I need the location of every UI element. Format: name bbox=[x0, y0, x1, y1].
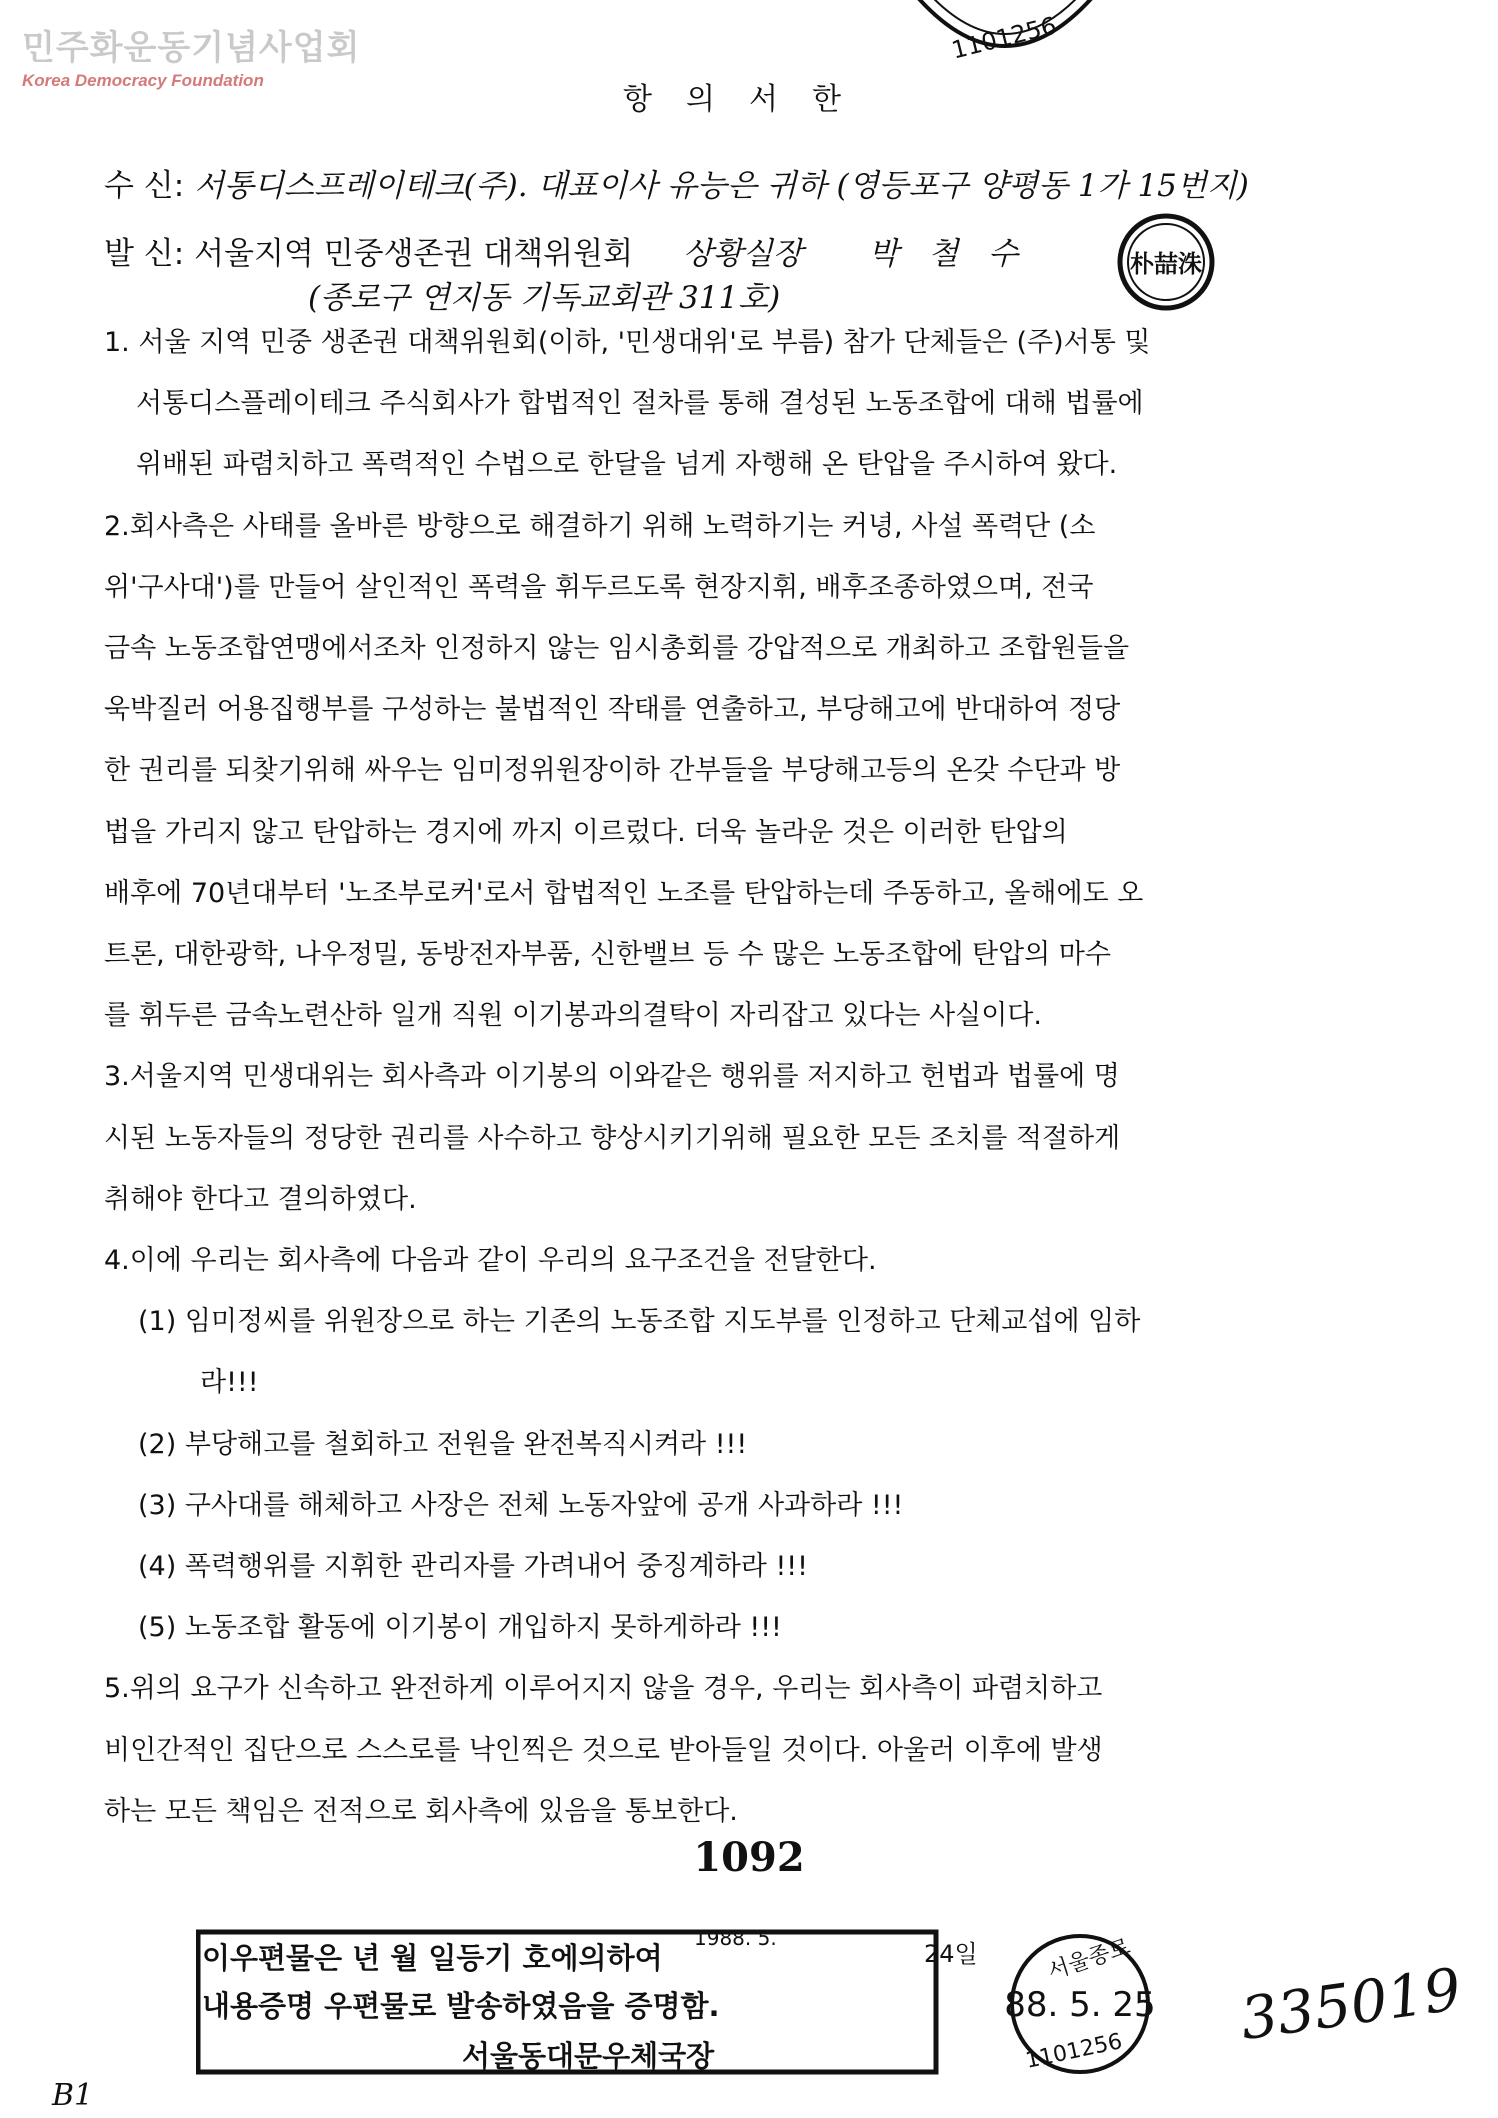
body-line: 위'구사대')를 만들어 살인적인 폭력을 휘두르도록 현장지휘, 배후조종하였으며, 전국 bbox=[104, 571, 1094, 603]
body-line: 한 권리를 되찾기위해 싸우는 임미정위원장이하 간부들을 부당해고등의 온갖 수단과 방 bbox=[104, 755, 1121, 787]
certification-day: 24일 bbox=[924, 1940, 978, 1968]
demand-item: (4) 폭력행위를 지휘한 관리자를 가려내어 중징계하라 !!! bbox=[138, 1551, 808, 1583]
recipient-value: 서통디스프레이테크(주). 대표이사 유능은 귀하 (영등포구 양평동 1가 15번지) bbox=[194, 168, 1249, 204]
body-line: 시된 노동자들의 정당한 권리를 사수하고 향상시키기위해 필요한 모든 조치를 적절하게 bbox=[104, 1122, 1121, 1154]
margin-note: B1 bbox=[52, 2078, 94, 2113]
personal-seal bbox=[1116, 212, 1216, 312]
stamp-top-number: 1101256 bbox=[948, 11, 1060, 65]
recipient-label: 수 신: bbox=[104, 168, 185, 204]
body-line: 4.이에 우리는 회사측에 다음과 같이 우리의 요구조건을 전달한다. bbox=[104, 1245, 877, 1277]
closing-line: 하는 모든 책임은 전적으로 회사측에 있음을 통보한다. bbox=[104, 1795, 738, 1827]
body-line: 트론, 대한광학, 나우정밀, 동방전자부품, 신한밸브 등 수 많은 노동조합에 탄압의 마수 bbox=[104, 939, 1111, 971]
body-line: 욱박질러 어용집행부를 구성하는 불법적인 작태를 연출하고, 부당해고에 반대하여 정당 bbox=[104, 694, 1121, 726]
body-line: 취해야 한다고 결의하였다. bbox=[104, 1183, 417, 1215]
demand-item: (3) 구사대를 해체하고 사장은 전체 노동자앞에 공개 사과하라 !!! bbox=[138, 1489, 904, 1521]
seal-text: 朴喆洙 bbox=[1130, 249, 1202, 278]
certification-line-2: 내용증명 우편물로 발송하였음을 증명함. bbox=[202, 1989, 720, 2023]
certification-date: 1988. 5. bbox=[694, 1926, 777, 1950]
demand-item: (5) 노동조합 활동에 이기봉이 개입하지 못하게하라 !!! bbox=[138, 1612, 782, 1644]
sender-label: 발 신: bbox=[104, 236, 185, 272]
body-line: 금속 노동조합연맹에서조차 인정하지 않는 임시총회를 강압적으로 개최하고 조합원들을 bbox=[104, 633, 1130, 665]
sender-org: 서울지역 민중생존권 대책위원회 bbox=[194, 236, 634, 272]
closing-line: 5.위의 요구가 신속하고 완전하게 이루어지지 않을 경우, 우리는 회사측이 파렴치하고 bbox=[104, 1673, 1103, 1705]
document-number: 335019 bbox=[1236, 1954, 1466, 2054]
body-line: 를 휘두른 금속노련산하 일개 직원 이기봉과의결탁이 자리잡고 있다는 사실이다. bbox=[104, 1000, 1042, 1032]
body-line: 위배된 파렴치하고 폭력적인 수법으로 한달을 넘게 자행해 온 탄압을 주시하여 왔다. bbox=[136, 449, 1118, 481]
body-line: 2.회사측은 사태를 올바른 방향으로 해결하기 위해 노력하기는 커녕, 사설 폭력단 (소 bbox=[104, 510, 1096, 542]
page-number: 1092 bbox=[693, 1834, 805, 1881]
demand-item-continued: 라!!! bbox=[200, 1367, 259, 1399]
postmark-stamp bbox=[990, 1930, 1170, 2080]
watermark-english: Korea Democracy Foundation bbox=[22, 71, 264, 90]
postmark-date: 88. 5. 25 bbox=[1004, 1985, 1156, 2025]
body-line: 3.서울지역 민생대위는 회사측과 이기봉의 이와같은 행위를 저지하고 헌법과 법률에 명 bbox=[104, 1061, 1120, 1093]
sender-position: 상황실장 bbox=[682, 236, 803, 272]
body-line: 법을 가리지 않고 탄압하는 경지에 까지 이르렀다. 더욱 놀라운 것은 이러한 탄압의 bbox=[104, 816, 1068, 848]
sender-name: 박 철 수 bbox=[868, 236, 1029, 272]
registration-stamp-top bbox=[900, 0, 1110, 76]
closing-line: 비인간적인 집단으로 스스로를 낙인찍은 것으로 받아들일 것이다. 아울러 이후에 발생 bbox=[104, 1734, 1103, 1766]
sender-line bbox=[104, 228, 1028, 273]
demand-item: (2) 부당해고를 철회하고 전원을 완전복직시켜라 !!! bbox=[138, 1428, 748, 1460]
letter-body bbox=[104, 312, 1374, 1842]
sender-address: (종로구 연지동 기독교회관 311호) bbox=[308, 280, 781, 316]
body-line: 1. 서울 지역 민중 생존권 대책위원회(이하, '민생대위'로 부름) 참가 단체들은 (주)서통 및 bbox=[104, 327, 1151, 358]
body-line: 서통디스플레이테크 주식회사가 합법적인 절차를 통해 결성된 노동조합에 대해 법률에 bbox=[136, 388, 1144, 420]
certification-line-1: 이우편물은 년 월 일등기 호에의하여 bbox=[202, 1941, 663, 1975]
recipient-line bbox=[104, 160, 1249, 205]
body-line: 배후에 70년대부터 '노조부로커'로서 합법적인 노조를 탄압하는데 주동하고, 올해에도 오 bbox=[104, 877, 1144, 909]
watermark-korean: 민주화운동기념사업회 bbox=[22, 28, 361, 68]
postmark-number: 1101256 bbox=[1023, 2029, 1125, 2074]
demand-item: (1) 임미정씨를 위원장으로 하는 기존의 노동조합 지도부를 인정하고 단체교섭에 임하 bbox=[138, 1306, 1141, 1338]
postmark-top: 서울종로 bbox=[1044, 1934, 1134, 1985]
document-title: 항의서한 bbox=[623, 82, 875, 117]
certification-line-3: 서울동대문우체국장 bbox=[462, 2039, 715, 2073]
